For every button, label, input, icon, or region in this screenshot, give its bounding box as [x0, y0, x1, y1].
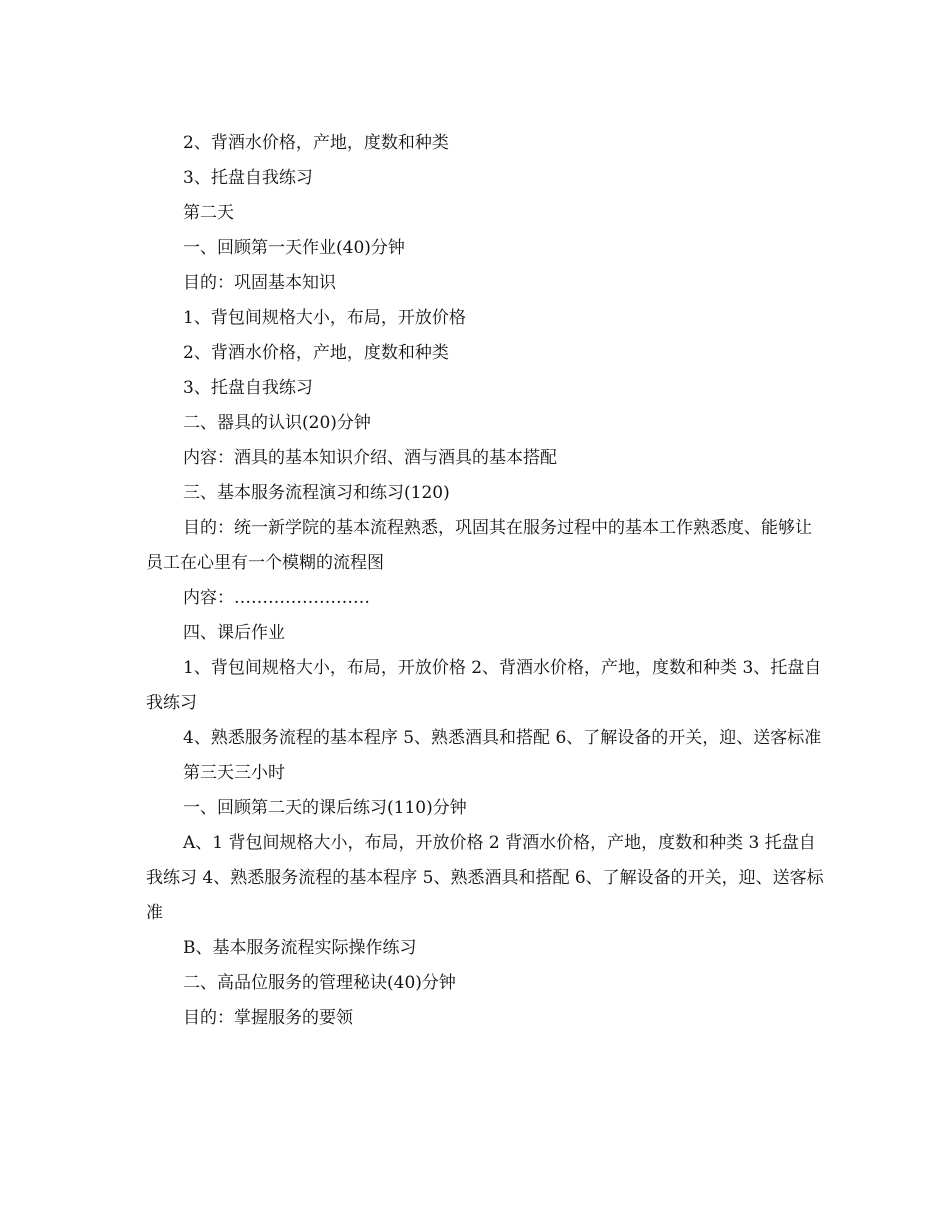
paragraph-14: 四、课后作业 — [183, 623, 285, 643]
paragraph-2: 3、托盘自我练习 — [183, 168, 313, 188]
paragraph-17: 第三天三小时 — [183, 763, 285, 783]
paragraph-13: 内容：…………………… — [183, 588, 370, 608]
document-body — [146, 126, 826, 1036]
paragraph-3: 第二天 — [183, 203, 234, 223]
paragraph-20: B、基本服务流程实际操作练习 — [183, 938, 417, 958]
paragraph-16: 4、熟悉服务流程的基本程序 5、熟悉酒具和搭配 6、了解设备的开关，迎、送客标准 — [183, 728, 822, 748]
paragraph-4: 一、回顾第一天作业(40)分钟 — [183, 238, 405, 258]
paragraph-1: 2、背酒水价格，产地，度数和种类 — [183, 133, 449, 153]
paragraph-21: 二、高品位服务的管理秘诀(40)分钟 — [183, 973, 456, 993]
paragraph-7: 2、背酒水价格，产地，度数和种类 — [183, 343, 449, 363]
paragraph-18: 一、回顾第二天的课后练习(110)分钟 — [183, 798, 467, 818]
paragraph-10: 内容：酒具的基本知识介绍、酒与酒具的基本搭配 — [183, 448, 557, 468]
paragraph-15: 1、背包间规格大小，布局，开放价格 2、背酒水价格，产地，度数和种类 3、托盘自我练习 — [146, 658, 822, 713]
paragraph-12: 目的：统一新学院的基本流程熟悉，巩固其在服务过程中的基本工作熟悉度、能够让员工在心里有一个模糊的流程图 — [146, 518, 812, 573]
paragraph-9: 二、器具的认识(20)分钟 — [183, 413, 371, 433]
paragraph-19: A、1 背包间规格大小，布局，开放价格 2 背酒水价格，产地，度数和种类 3 托盘自我练习 4、熟悉服务流程的基本程序 5、熟悉酒具和搭配 6、了解设备的开关，迎、送客标准 — [146, 833, 824, 923]
paragraph-5: 目的：巩固基本知识 — [183, 273, 336, 293]
paragraph-8: 3、托盘自我练习 — [183, 378, 313, 398]
paragraph-6: 1、背包间规格大小，布局，开放价格 — [183, 308, 466, 328]
paragraph-22: 目的：掌握服务的要领 — [183, 1008, 353, 1028]
paragraph-11: 三、基本服务流程演习和练习(120) — [183, 483, 450, 503]
